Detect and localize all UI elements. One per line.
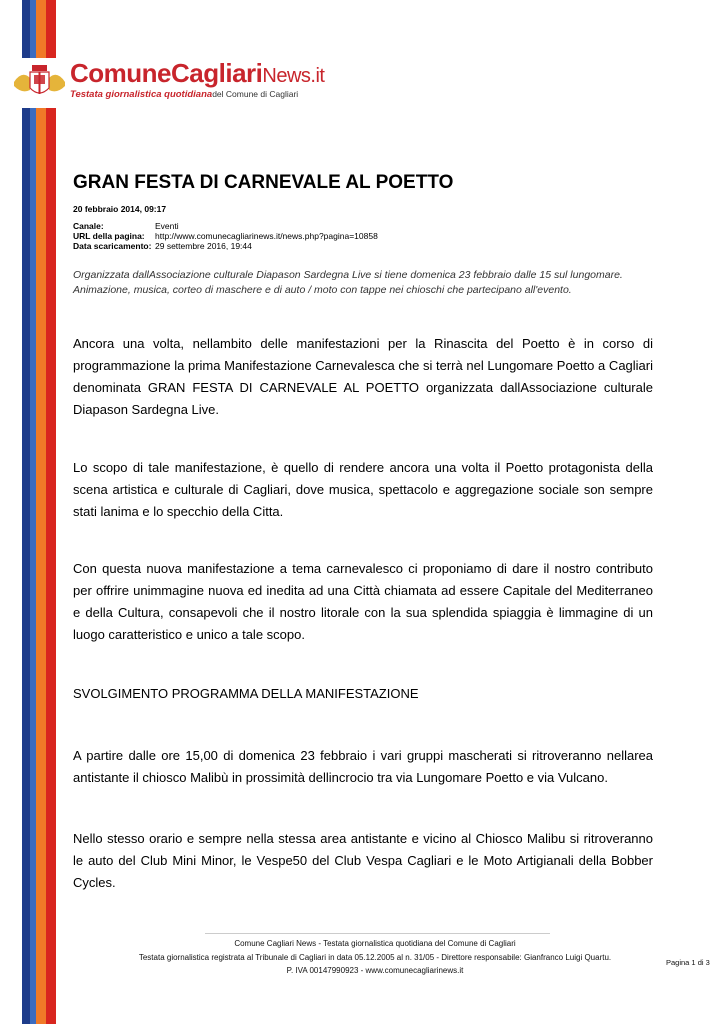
meta-key: Data scaricamento: xyxy=(73,241,152,251)
article-meta xyxy=(73,221,378,251)
brand-name xyxy=(70,58,324,89)
meta-row-channel xyxy=(73,221,378,231)
meta-row-url xyxy=(73,231,378,241)
meta-value: Eventi xyxy=(155,221,179,231)
article-title: GRAN FESTA DI CARNEVALE AL POETTO xyxy=(73,172,454,193)
article-date: 20 febbraio 2014, 09:17 xyxy=(73,204,167,214)
paragraph: A partire dalle ore 15,00 di domenica 23 febbraio i vari gruppi mascherati si ritroveranno nellarea antistante il chiosco Malibù in prossimità dellincrocio tra via Lungomare Poetto e via Vulcano. xyxy=(73,748,653,785)
paragraph: Lo scopo di tale manifestazione, è quello di rendere ancora una volta il Poetto protagonista della scena artistica e culturale di Cagliari, dove musica, spettacolo e aggregazione sociale son sempre stati lanima e lo specchio della Citta. xyxy=(73,460,653,519)
meta-row-download-date xyxy=(73,241,378,251)
flag-stripes xyxy=(22,0,56,1024)
footer-line-2: Testata giornalistica registrata al Tribunale di Cagliari in data 05.12.2005 al n. 31/05 - Direttore responsabile: Gianfranco Luigi Quartu. xyxy=(138,952,612,962)
brand-suffix: News.it xyxy=(262,65,325,87)
header-logo xyxy=(12,58,325,108)
paragraph: Nello stesso orario e sempre nella stessa area antistante e vicino al Chiosco Malibu si ritroveranno le auto del Club Mini Minor, le Vespe50 del Club Vespa Cagliari e le Moto Artigianali della Bobber Cycles. xyxy=(73,831,653,890)
footer-line-1: Comune Cagliari News - Testata giornalistica quotidiana del Comune di Cagliari xyxy=(234,939,516,948)
paragraph: Con questa nuova manifestazione a tema carnevalesco ci proponiamo di dare il nostro contributo per offrire unimmagine nuova ed inedita ad una Città chiamata ad essere Capitale del Mediterraneo e della Cultura, consapevoli che il nostro litorale con la sua splendida spiaggia è limmagine di un luogo caratteristico e unico a tale scopo. xyxy=(73,561,653,642)
brand-main: ComuneCagliari xyxy=(70,58,263,88)
meta-key: Canale: xyxy=(73,221,104,231)
page-number: Pagina 1 di 3 xyxy=(666,958,710,967)
tagline-main: Testata giornalistica quotidiana xyxy=(70,89,213,100)
tagline xyxy=(70,89,298,100)
coat-of-arms-icon xyxy=(12,60,67,100)
stripe-red xyxy=(46,0,56,1024)
article-summary: Organizzata dallAssociazione culturale Diapason Sardegna Live si tiene domenica 23 febbraio dalle 15 sul lungomare. Animazione, musica, corteo di maschere e di auto / moto con tappe nei chioschi che partecipano all'evento. xyxy=(73,269,623,296)
stripe-orange xyxy=(36,0,46,1024)
tagline-suffix: del Comune di Cagliari xyxy=(212,89,299,99)
footer-divider xyxy=(205,933,550,934)
section-heading: SVOLGIMENTO PROGRAMMA DELLA MANIFESTAZIONE xyxy=(73,686,419,701)
meta-value: 29 settembre 2016, 19:44 xyxy=(155,241,252,251)
paragraph: Ancora una volta, nellambito delle manifestazioni per la Rinascita del Poetto è in corso di programmazione la prima Manifestazione Carnevalesca che si terrà nel Lungomare Poetto a Cagliari denominata GRAN FESTA DI CARNEVALE AL POETTO organizzata dallAssociazione culturale Diapason Sardegna Live. xyxy=(73,336,653,417)
meta-value-link[interactable]: http://www.comunecagliarinews.it/news.php?pagina=10858 xyxy=(155,231,378,241)
footer xyxy=(110,937,640,978)
meta-key: URL della pagina: xyxy=(73,231,145,241)
stripe-navy xyxy=(22,0,30,1024)
footer-line-3: P. IVA 00147990923 - www.comunecagliarinews.it xyxy=(286,966,464,975)
